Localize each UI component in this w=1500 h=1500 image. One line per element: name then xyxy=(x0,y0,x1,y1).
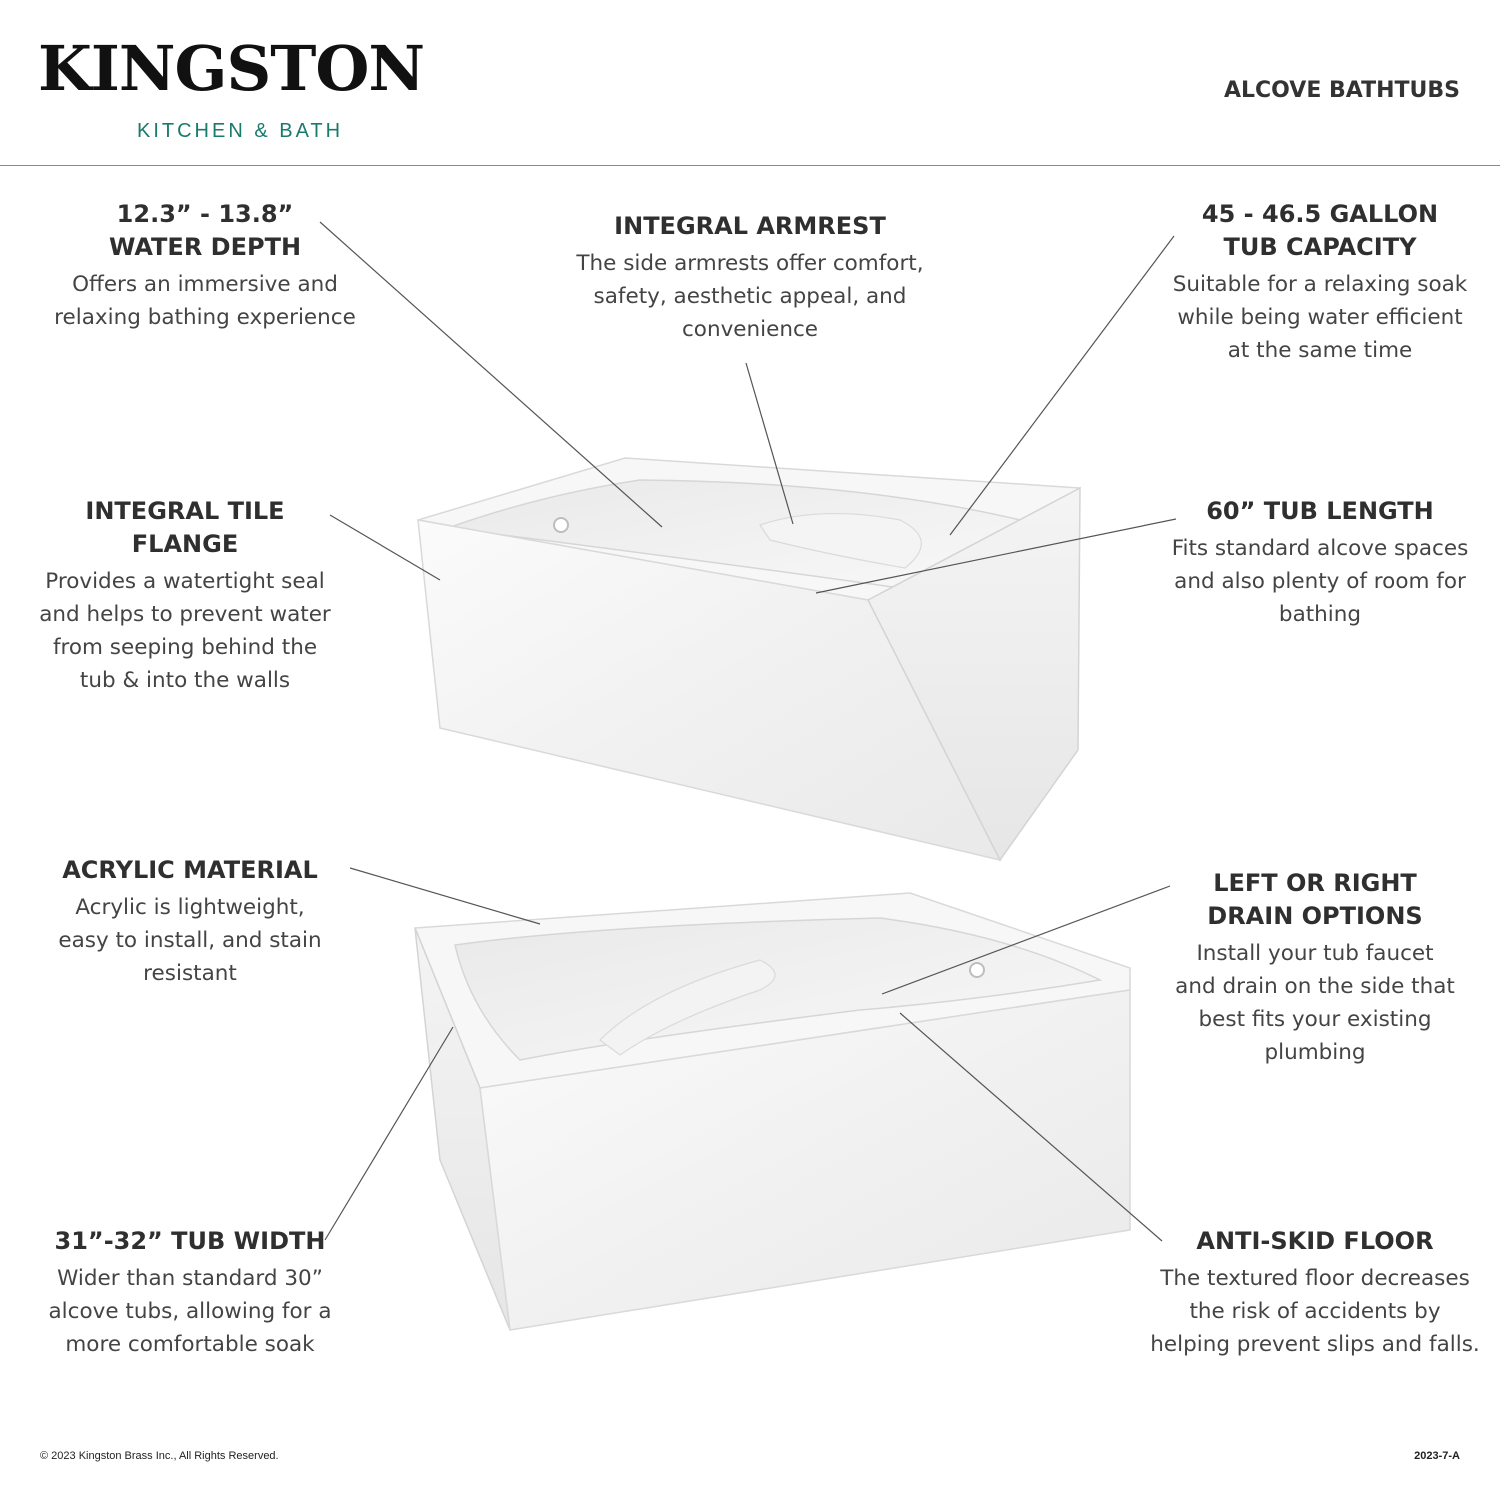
feature-title: 31”-32” TUB WIDTH xyxy=(54,1227,326,1255)
feature-tub-length xyxy=(1160,495,1480,631)
feature-description: Install your tub faucet and drain on the side that best fits your existing plumbing xyxy=(1175,941,1455,1065)
feature-tub-width xyxy=(40,1225,340,1361)
feature-title: ACRYLIC MATERIAL xyxy=(62,856,318,884)
feature-title: LEFT OR RIGHT DRAIN OPTIONS xyxy=(1207,869,1423,930)
leader-line-acrylic-material xyxy=(350,868,540,924)
bathtub-bottom-image xyxy=(415,893,1130,1330)
brand-logo: KINGSTON xyxy=(38,32,425,105)
feature-description: The side armrests offer comfort, safety, aesthetic appeal, and convenience xyxy=(576,251,924,342)
feature-description: The textured floor decreases the risk of accidents by helping prevent slips and falls. xyxy=(1150,1266,1480,1357)
brand-subtitle: KITCHEN & BATH xyxy=(137,120,344,142)
feature-title: 45 - 46.5 GALLON TUB CAPACITY xyxy=(1201,200,1439,261)
feature-description: Provides a watertight seal and helps to prevent water from seeping behind the tub & into the walls xyxy=(39,569,331,693)
feature-description: Wider than standard 30” alcove tubs, allowing for a more comfortable soak xyxy=(48,1266,332,1357)
feature-integral-armrest xyxy=(560,210,940,346)
feature-acrylic-material xyxy=(40,854,340,990)
feature-title: INTEGRAL TILE FLANGE xyxy=(85,497,285,558)
feature-tile-flange xyxy=(30,495,340,697)
feature-title: ANTI-SKID FLOOR xyxy=(1196,1227,1434,1255)
category-title: ALCOVE BATHTUBS xyxy=(1223,78,1460,103)
feature-anti-skid-floor xyxy=(1150,1225,1480,1361)
document-code: 2023-7-A xyxy=(1414,1450,1460,1462)
feature-title: 12.3” - 13.8” WATER DEPTH xyxy=(108,200,302,261)
feature-title: INTEGRAL ARMREST xyxy=(614,212,886,240)
copyright-text: © 2023 Kingston Brass Inc., All Rights Reserved. xyxy=(40,1450,279,1462)
feature-description: Acrylic is lightweight, easy to install, and stain resistant xyxy=(58,895,322,986)
leader-line-tub-width xyxy=(325,1027,453,1240)
feature-title: 60” TUB LENGTH xyxy=(1206,497,1434,525)
bathtub-top-image xyxy=(418,458,1080,860)
feature-tub-capacity xyxy=(1160,198,1480,367)
feature-drain-options xyxy=(1165,867,1465,1069)
feature-description: Fits standard alcove spaces and also plenty of room for bathing xyxy=(1171,536,1469,627)
feature-description: Offers an immersive and relaxing bathing experience xyxy=(54,272,356,330)
feature-water-depth xyxy=(40,198,370,334)
feature-description: Suitable for a relaxing soak while being water efficient at the same time xyxy=(1172,272,1468,363)
